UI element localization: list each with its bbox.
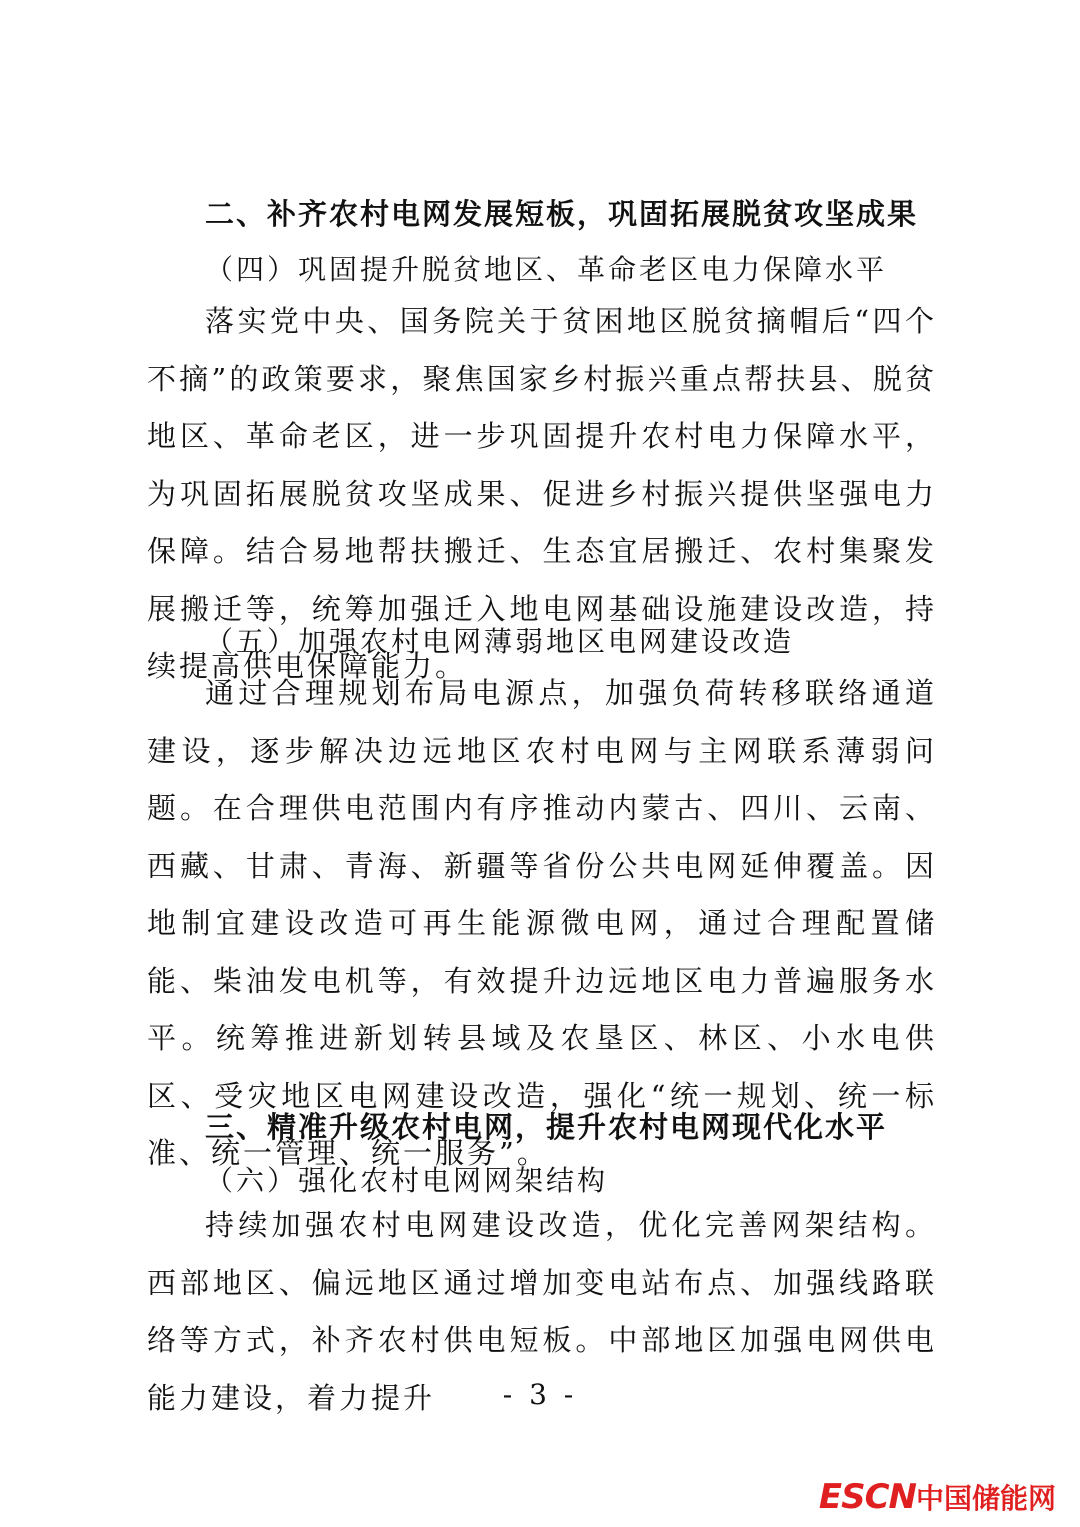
escn-watermark-logo [819, 1477, 1056, 1517]
subsection-6-body: 持续加强农村电网建设改造，优化完善网架结构。西部地区、偏远地区通过增加变电站布点、加强线路联络等方式，补齐农村供电短板。中部地区加强电网供电能力建设，着力提升 [147, 1208, 937, 1415]
subsection-6-title: （六）强化农村电网网架结构 [205, 1164, 609, 1197]
subsection-4-body: 落实党中央、国务院关于贫困地区脱贫摘帽后“四个不摘”的政策要求，聚焦国家乡村振兴重点帮扶县、脱贫地区、革命老区，进一步巩固提升农村电力保障水平，为巩固拓展脱贫攻坚成果、促进乡村振兴提供坚强电力保障。结合易地帮扶搬迁、生态宜居搬迁、农村集聚发展搬迁等，统筹加强迁入地电网基础设施建设改造，持续提高供电保障能力。 [147, 304, 937, 683]
subsection-5-body: 通过合理规划布局电源点，加强负荷转移联络通道建设，逐步解决边远地区农村电网与主网联系薄弱问题。在合理供电范围内有序推动内蒙古、四川、云南、西藏、甘肃、青海、新疆等省份公共电网延伸覆盖。因地制宜建设改造可再生能源微电网，通过合理配置储能、柴油发电机等，有效提升边远地区电力普遍服务水平。统筹推进新划转县域及农垦区、林区、小水电供区、受灾地区电网建设改造，强化“统一规划、统一标准、统一管理、统一服务”。 [147, 676, 937, 1170]
page-number: - 3 - [502, 1378, 578, 1411]
watermark-cn: 中国储能网 [915, 1482, 1056, 1515]
section-2-heading: 二、补齐农村电网发展短板，巩固拓展脱贫攻坚成果 [205, 197, 919, 231]
subsection-4-title: （四）巩固提升脱贫地区、革命老区电力保障水平 [205, 253, 888, 286]
subsection-5-title: （五）加强农村电网薄弱地区电网建设改造 [205, 625, 795, 658]
watermark-latin: ESCN [818, 1477, 916, 1517]
section-3-heading: 三、精准升级农村电网，提升农村电网现代化水平 [205, 1110, 888, 1144]
